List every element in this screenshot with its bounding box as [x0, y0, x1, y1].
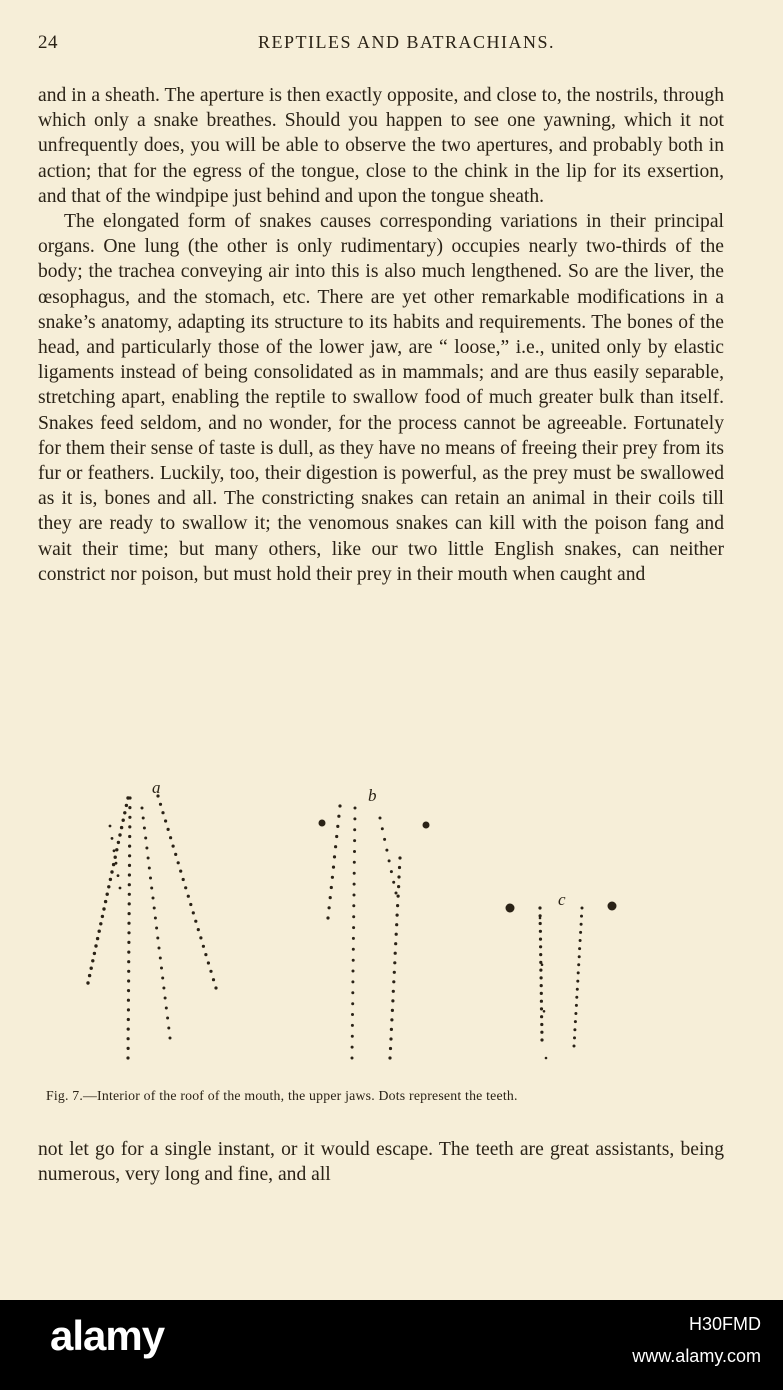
b-left-inner-tooth	[351, 1013, 354, 1016]
a-outer-left-tooth	[125, 804, 128, 807]
b-right-inner-tooth	[392, 980, 395, 983]
b-left-inner-tooth	[352, 970, 355, 973]
a-inner-right-tooth	[142, 817, 145, 820]
a-inner-left-tooth	[127, 1047, 130, 1050]
a-inner-left-tooth	[128, 854, 131, 857]
b-right-outer-tooth	[388, 859, 391, 862]
b-left-inner-tooth	[353, 828, 356, 831]
b-right-inner-tooth	[390, 1028, 393, 1031]
b-right-outer-tooth	[385, 849, 388, 852]
b-right-outer-tooth	[390, 870, 393, 873]
b-right-outer-tooth	[383, 838, 386, 841]
a-inner-left-tooth	[128, 893, 131, 896]
c-left-tooth	[540, 1000, 543, 1003]
body-text-bottom	[38, 1137, 724, 1187]
marker-dot	[319, 820, 326, 827]
b-left-inner-tooth	[353, 861, 356, 864]
b-right-outer-tooth	[392, 881, 395, 884]
b-right-inner-tooth	[397, 895, 400, 898]
a-inner-left-tooth	[126, 1056, 129, 1059]
b-right-inner-tooth	[397, 885, 400, 888]
a-outer-right-tooth	[159, 803, 162, 806]
a-outer-left-tooth	[117, 841, 120, 844]
a-outer-left-tooth	[88, 974, 91, 977]
c-left-tooth	[540, 984, 543, 987]
b-right-inner-tooth	[396, 904, 399, 907]
a-inner-right-tooth	[161, 977, 164, 980]
a-outer-left-tooth	[101, 915, 104, 918]
a-outer-right-tooth	[167, 828, 170, 831]
marker-dot	[423, 822, 430, 829]
a-outer-right-tooth	[207, 961, 210, 964]
a-outer-right-tooth	[172, 845, 175, 848]
c-right-tooth	[575, 996, 578, 999]
b-left-inner-tooth	[352, 937, 355, 940]
a-inner-right-tooth	[165, 1007, 168, 1010]
a-outer-left-tooth	[123, 811, 126, 814]
c-left-tooth	[540, 1038, 543, 1041]
b-left-outer-tooth	[337, 815, 340, 818]
a-inner-right-tooth	[160, 967, 163, 970]
a-inner-right-tooth	[153, 907, 156, 910]
c-right-tooth	[580, 915, 583, 918]
b-left-outer-tooth	[329, 896, 332, 899]
a-inner-left-tooth	[127, 1028, 130, 1031]
a-inner-right-tooth	[169, 1037, 172, 1040]
b-left-inner-tooth	[351, 980, 354, 983]
b-left-inner-tooth	[353, 850, 356, 853]
a-inner-left-tooth	[128, 883, 131, 886]
paragraph-3: not let go for a single instant, or it would escape. The teeth are great assistants, being numerous, very long and fine, and all	[38, 1139, 724, 1186]
c-left-inner-tooth	[541, 963, 544, 966]
a-outer-left-tooth	[93, 952, 96, 955]
a-inner-right-tooth	[147, 857, 150, 860]
b-right-inner-tooth	[398, 866, 401, 869]
c-left-tooth	[539, 945, 542, 948]
b-right-inner-tooth	[394, 952, 397, 955]
b-right-inner-tooth	[395, 933, 398, 936]
b-left-inner-tooth	[353, 872, 356, 875]
a-outer-left-tooth	[104, 900, 107, 903]
b-right-inner-tooth	[391, 1009, 394, 1012]
b-left-outer-tooth	[326, 916, 329, 919]
a-inner-right-tooth	[156, 937, 159, 940]
figure-jaws	[70, 768, 730, 1088]
a-outer-left-tooth	[91, 959, 94, 962]
a-front-tooth	[113, 849, 116, 852]
b-left-outer-tooth	[328, 906, 331, 909]
marker-dot	[608, 902, 617, 911]
figure-label-a: a	[152, 778, 161, 797]
a-inner-left-tooth	[127, 979, 130, 982]
b-left-inner-tooth	[353, 817, 356, 820]
a-inner-left-tooth	[127, 1037, 130, 1040]
figure-label-c: c	[558, 890, 566, 909]
c-left-inner-tooth	[543, 1010, 546, 1013]
a-outer-left-tooth	[106, 893, 109, 896]
a-outer-left-tooth	[90, 967, 93, 970]
page-number: 24	[38, 32, 58, 53]
b-right-inner-tooth	[388, 1056, 391, 1059]
b-left-inner-tooth	[351, 991, 354, 994]
a-outer-left-tooth	[118, 833, 121, 836]
b-right-inner-tooth	[389, 1037, 392, 1040]
page-header	[38, 32, 745, 62]
b-left-inner-tooth	[353, 894, 356, 897]
a-inner-right-tooth	[166, 1017, 169, 1020]
a-front-tooth	[119, 887, 122, 890]
a-outer-left-tooth	[94, 944, 97, 947]
b-left-inner-tooth	[352, 915, 355, 918]
b-right-inner-tooth	[393, 971, 396, 974]
a-inner-left-tooth	[127, 989, 130, 992]
a-outer-right-tooth	[164, 819, 167, 822]
a-outer-right-tooth	[212, 978, 215, 981]
a-inner-left-tooth	[128, 825, 131, 828]
a-inner-right-tooth	[154, 917, 157, 920]
marker-dot	[506, 904, 515, 913]
b-left-inner-tooth	[351, 1046, 354, 1049]
a-inner-right-tooth	[167, 1027, 170, 1030]
teeth-diagram	[70, 768, 730, 1088]
c-left-tooth	[539, 930, 542, 933]
figure-label-b: b	[368, 786, 377, 805]
b-right-outer-tooth	[379, 817, 382, 820]
a-inner-left-tooth	[128, 796, 131, 799]
a-outer-left-tooth	[98, 930, 101, 933]
a-outer-right-tooth	[177, 861, 180, 864]
c-right-tooth	[577, 971, 580, 974]
b-left-inner-tooth	[352, 948, 355, 951]
a-outer-left-tooth	[86, 981, 89, 984]
b-right-inner-tooth	[389, 1047, 392, 1050]
a-outer-left-tooth	[99, 922, 102, 925]
a-outer-right-tooth	[169, 836, 172, 839]
b-left-outer-tooth	[332, 866, 335, 869]
c-right-tooth	[578, 955, 581, 958]
c-left-tooth	[540, 1007, 543, 1010]
c-left-tooth	[539, 922, 542, 925]
a-inner-right-tooth	[158, 947, 161, 950]
a-front-tooth	[117, 874, 120, 877]
c-left-tooth	[540, 1015, 543, 1018]
a-inner-right-tooth	[155, 927, 158, 930]
a-outer-right-tooth	[182, 878, 185, 881]
b-left-outer-tooth	[335, 835, 338, 838]
c-right-tooth	[579, 939, 582, 942]
b-right-inner-tooth	[397, 875, 400, 878]
b-right-inner-tooth	[395, 923, 398, 926]
b-right-inner-tooth	[393, 961, 396, 964]
b-left-inner-tooth	[351, 1035, 354, 1038]
a-outer-right-tooth	[174, 853, 177, 856]
a-outer-right-tooth	[161, 811, 164, 814]
a-outer-right-tooth	[184, 886, 187, 889]
b-left-outer-tooth	[331, 876, 334, 879]
c-left-inner-tooth	[545, 1057, 548, 1060]
a-outer-left-tooth	[122, 819, 125, 822]
running-title: REPTILES AND BATRACHIANS.	[257, 32, 556, 52]
a-inner-right-tooth	[152, 897, 155, 900]
a-front-tooth	[111, 837, 114, 840]
a-outer-right-tooth	[199, 936, 202, 939]
c-right-tooth	[573, 1045, 576, 1048]
paragraph-2: The elongated form of snakes causes corresponding variations in their principal organs. One lung (the other is only rudimentary) occupies nearly two-thirds of the body; the trachea conveying air into this is also much lengthened. So are the liver, the œsophagus, and the stomach, etc. There are yet other remarkable modifications in a snake’s anatomy, adapting its structure to its habits and requirements. The bones of the head, and particularly those of the lower jaw, are “ loose,” i.e., united only by elastic ligaments instead of being consolidated as in mammals; and are thus easily separable, stretching apart, enabling the reptile to swallow food of much greater bulk than itself. Snakes feed seldom, and no wonder, for the process cannot be agreeable. Fortunately for them their sense of taste is dull, as they have no means of freeing their prey from its fur or feathers. Luckily, too, their digestion is powerful, as the prey must be swallowed as it is, bones and all. The constricting snakes can retain an animal in their coils till they are ready to swallow it; the venomous snakes can kill with the poison fang and wait their time; but many others, like our two little English snakes, can neither constrict nor poison, but must hold their prey in their mouth when caught and	[38, 211, 724, 585]
b-left-inner-tooth	[351, 1024, 354, 1027]
a-outer-right-tooth	[179, 870, 182, 873]
a-outer-left-tooth	[110, 870, 113, 873]
b-right-outer-tooth	[381, 827, 384, 830]
a-inner-right-tooth	[164, 997, 167, 1000]
a-inner-left-tooth	[128, 845, 131, 848]
c-left-tooth	[540, 976, 543, 979]
b-right-inner-tooth	[398, 856, 401, 859]
a-inner-left-tooth	[128, 816, 131, 819]
a-outer-right-tooth	[189, 903, 192, 906]
b-left-inner-tooth	[351, 1002, 354, 1005]
a-front-tooth	[115, 862, 118, 865]
a-outer-right-tooth	[194, 920, 197, 923]
c-right-tooth	[576, 980, 579, 983]
a-inner-left-tooth	[127, 951, 130, 954]
a-inner-left-tooth	[128, 835, 131, 838]
b-right-inner-tooth	[391, 999, 394, 1002]
c-right-tooth	[574, 1020, 577, 1023]
c-left-tooth	[539, 938, 542, 941]
a-outer-right-tooth	[214, 986, 217, 989]
c-left-tooth	[539, 969, 542, 972]
a-inner-left-tooth	[127, 931, 130, 934]
a-inner-right-tooth	[144, 837, 147, 840]
c-left-tooth	[538, 906, 541, 909]
a-inner-left-tooth	[127, 941, 130, 944]
b-right-inner-tooth	[392, 990, 395, 993]
a-inner-right-tooth	[145, 847, 148, 850]
c-right-tooth	[578, 947, 581, 950]
image-id: H30FMD	[688, 1314, 761, 1334]
c-left-tooth	[540, 992, 543, 995]
b-left-inner-tooth	[352, 959, 355, 962]
b-left-inner-tooth	[352, 904, 355, 907]
a-outer-right-tooth	[204, 953, 207, 956]
figure-caption: Fig. 7.—Interior of the roof of the mouth, the upper jaws. Dots represent the teeth.	[46, 1088, 518, 1103]
c-right-tooth	[573, 1028, 576, 1031]
a-inner-left-tooth	[128, 806, 131, 809]
watermark-logo: alamy	[50, 1312, 165, 1359]
a-inner-left-tooth	[128, 864, 131, 867]
a-inner-left-tooth	[127, 1018, 130, 1021]
a-inner-left-tooth	[127, 999, 130, 1002]
a-outer-right-tooth	[197, 928, 200, 931]
c-right-tooth	[575, 1004, 578, 1007]
b-left-outer-tooth	[334, 845, 337, 848]
c-right-tooth	[581, 907, 584, 910]
b-left-inner-tooth	[353, 839, 356, 842]
b-right-inner-tooth	[390, 1018, 393, 1021]
b-right-inner-tooth	[394, 942, 397, 945]
c-right-tooth	[574, 1012, 577, 1015]
b-left-outer-tooth	[330, 886, 333, 889]
a-outer-left-tooth	[109, 878, 112, 881]
b-left-outer-tooth	[336, 825, 339, 828]
a-inner-right-tooth	[148, 867, 151, 870]
b-right-outer-tooth	[395, 892, 398, 895]
a-inner-right-tooth	[143, 827, 146, 830]
a-inner-right-tooth	[159, 957, 162, 960]
a-inner-left-tooth	[127, 1008, 130, 1011]
a-outer-left-tooth	[102, 907, 105, 910]
b-left-inner-tooth	[352, 926, 355, 929]
a-inner-left-tooth	[128, 902, 131, 905]
a-outer-left-tooth	[107, 885, 110, 888]
c-right-tooth	[579, 931, 582, 934]
b-right-inner-tooth	[396, 914, 399, 917]
a-outer-left-tooth	[96, 937, 99, 940]
watermark-site: www.alamy.com	[632, 1346, 761, 1366]
b-left-inner-tooth	[354, 807, 357, 810]
a-inner-left-tooth	[127, 922, 130, 925]
paragraph-1: and in a sheath. The aperture is then exactly opposite, and close to, the nostrils, through which only a snake breathes. Should you happen to see one yawning, which it not unfrequently does, you will be able to observe the two apertures, and probably both in action; that for the egress of the tongue, close to the chink in the lip for its exsertion, and that of the windpipe just behind and upon the tongue sheath.	[38, 85, 724, 207]
b-left-outer-tooth	[333, 855, 336, 858]
c-left-tooth	[540, 1023, 543, 1026]
c-right-tooth	[577, 963, 580, 966]
body-text-top	[38, 83, 724, 587]
a-outer-right-tooth	[202, 945, 205, 948]
c-left-tooth	[540, 1031, 543, 1034]
a-front-tooth	[109, 825, 112, 828]
a-outer-left-tooth	[114, 856, 117, 859]
c-left-tooth	[539, 953, 542, 956]
c-right-tooth	[573, 1036, 576, 1039]
b-left-inner-tooth	[353, 883, 356, 886]
a-inner-left-tooth	[128, 912, 131, 915]
a-inner-left-tooth	[127, 960, 130, 963]
a-outer-right-tooth	[187, 895, 190, 898]
a-inner-right-tooth	[162, 987, 165, 990]
c-right-tooth	[576, 988, 579, 991]
c-right-tooth	[580, 923, 583, 926]
a-inner-left-tooth	[127, 970, 130, 973]
a-outer-left-tooth	[120, 826, 123, 829]
b-left-outer-tooth	[338, 804, 341, 807]
c-left-inner-tooth	[539, 917, 542, 920]
a-inner-left-tooth	[128, 873, 131, 876]
a-inner-right-tooth	[141, 807, 144, 810]
a-outer-left-tooth	[115, 848, 118, 851]
a-inner-right-tooth	[149, 877, 152, 880]
a-inner-right-tooth	[150, 887, 153, 890]
a-outer-right-tooth	[192, 911, 195, 914]
a-outer-right-tooth	[209, 970, 212, 973]
b-left-inner-tooth	[351, 1057, 354, 1060]
